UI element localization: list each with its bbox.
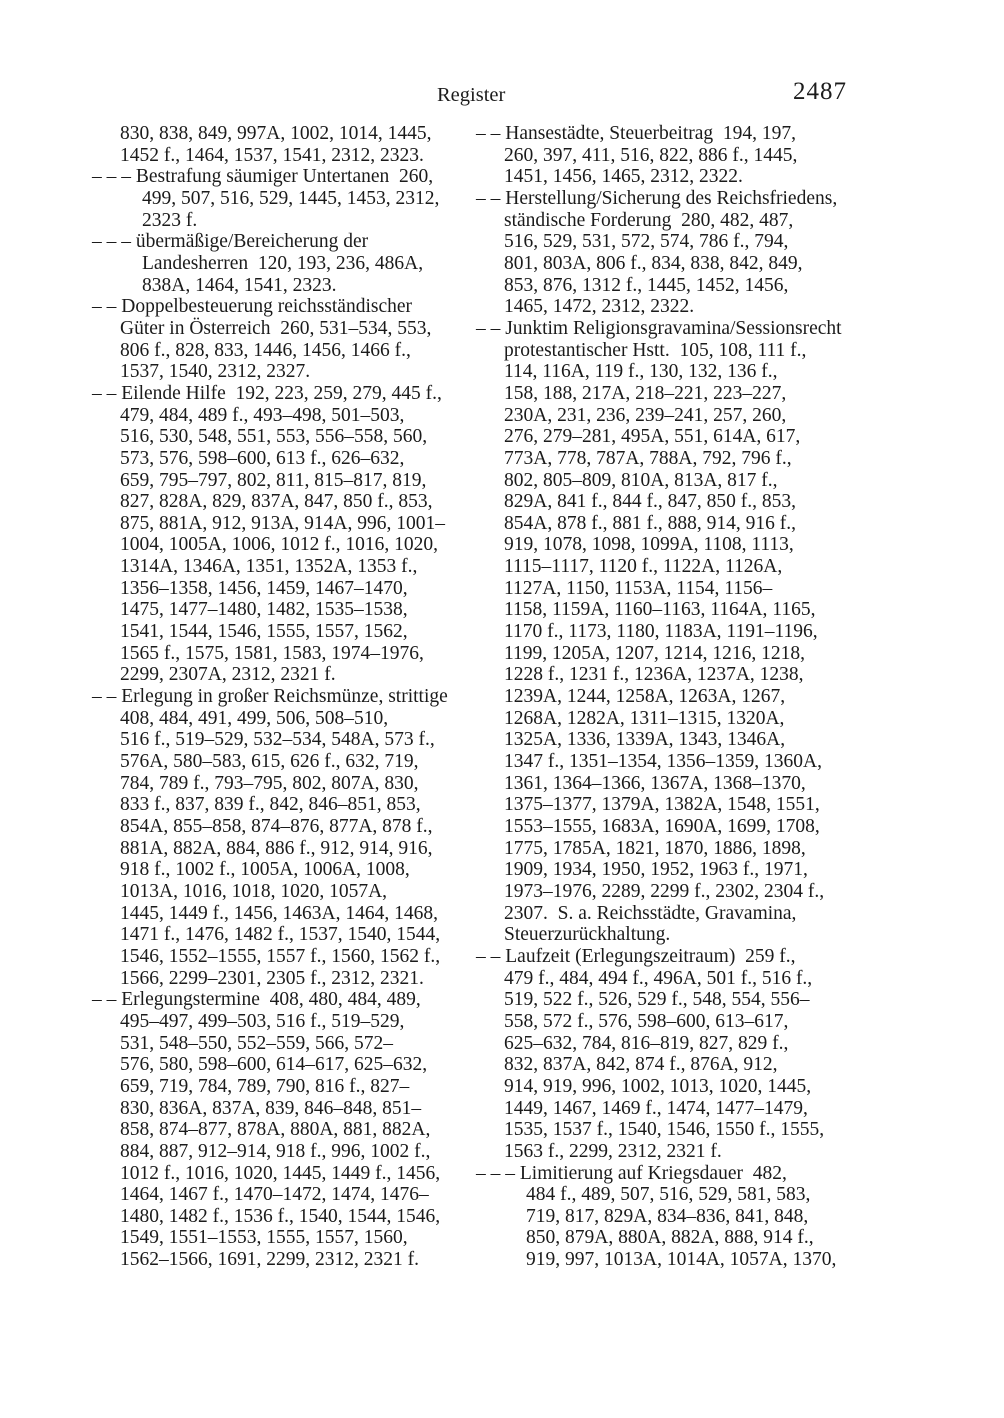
index-line: 1475, 1477–1480, 1482, 1535–1538, [120,599,408,621]
index-line: 827, 828A, 829, 837A, 847, 850 f., 853, [120,491,433,513]
index-line: 516 f., 519–529, 532–534, 548A, 573 f., [120,729,435,751]
index-line: 1445, 1449 f., 1456, 1463A, 1464, 1468, [120,902,438,924]
index-line: 833 f., 837, 839 f., 842, 846–851, 853, [120,794,421,816]
index-line: 1464, 1467 f., 1470–1472, 1474, 1476– [120,1184,429,1206]
index-line: 1471 f., 1476, 1482 f., 1537, 1540, 1544, [120,924,441,946]
index-line: 1449, 1467, 1469 f., 1474, 1477–1479, [504,1097,808,1119]
index-line: 484 f., 489, 507, 516, 529, 581, 583, [526,1184,811,1206]
index-column-right [476,123,896,1271]
index-line: 1325A, 1336, 1339A, 1343, 1346A, [504,729,786,751]
index-line: 276, 279–281, 495A, 551, 614A, 617, [504,426,801,448]
index-line: – – – Limitierung auf Kriegsdauer 482, [476,1162,787,1184]
index-line: – – Junktim Religionsgravamina/Sessionsrecht [476,317,842,339]
page-number: 2487 [793,78,847,105]
index-line: 558, 572 f., 576, 598–600, 613–617, [504,1010,789,1032]
index-line: 918 f., 1002 f., 1005A, 1006A, 1008, [120,859,410,881]
index-line: 1565 f., 1575, 1581, 1583, 1974–1976, [120,642,424,664]
index-line: 576, 580, 598–600, 614–617, 625–632, [120,1054,428,1076]
running-title: Register [437,84,506,106]
index-line: 1115–1117, 1120 f., 1122A, 1126A, [504,556,783,578]
index-line: 1480, 1482 f., 1536 f., 1540, 1544, 1546, [120,1205,441,1227]
index-line: – – Herstellung/Sicherung des Reichsfriedens, [476,187,838,209]
index-line: 719, 817, 829A, 834–836, 841, 848, [526,1205,809,1227]
index-line: 802, 805–809, 810A, 813A, 817 f., [504,469,778,491]
index-line: 838A, 1464, 1541, 2323. [142,274,337,296]
index-line: 784, 789 f., 793–795, 802, 807A, 830, [120,772,419,794]
index-line: 499, 507, 516, 529, 1445, 1453, 2312, [142,187,440,209]
index-line: 858, 874–877, 878A, 880A, 881, 882A, [120,1119,431,1141]
index-line: 260, 397, 411, 516, 822, 886 f., 1445, [504,144,798,166]
index-line: 1563 f., 2299, 2312, 2321 f. [504,1140,722,1162]
index-line: 914, 919, 996, 1002, 1013, 1020, 1445, [504,1075,812,1097]
index-line: 573, 576, 598–600, 613 f., 626–632, [120,447,405,469]
index-line: 1537, 1540, 2312, 2327. [120,361,311,383]
index-line: Güter in Österreich 260, 531–534, 553, [120,317,432,339]
index-line: 1127A, 1150, 1153A, 1154, 1156– [504,577,773,599]
index-line: 1553–1555, 1683A, 1690A, 1699, 1708, [504,816,820,837]
index-line: ständische Forderung 280, 482, 487, [504,209,794,231]
index-line: 1541, 1544, 1546, 1555, 1557, 1562, [120,621,408,643]
index-line: 114, 116A, 119 f., 130, 132, 136 f., [504,361,778,383]
index-line: 2299, 2307A, 2312, 2321 f. [120,664,336,686]
index-line: – – – Bestrafung säumiger Untertanen 260, [92,166,434,188]
index-line: 495–497, 499–503, 516 f., 519–529, [120,1010,405,1032]
index-line: 1452 f., 1464, 1537, 1541, 2312, 2323. [120,144,424,166]
index-line: 919, 997, 1013A, 1014A, 1057A, 1370, [526,1249,837,1271]
index-line: 625–632, 784, 816–819, 827, 829 f., [504,1032,789,1054]
index-line: 230A, 231, 236, 239–241, 257, 260, [504,404,787,426]
index-line: 884, 887, 912–914, 918 f., 996, 1002 f., [120,1140,431,1162]
index-line: 1451, 1456, 1465, 2312, 2322. [504,166,743,188]
index-line: 1314A, 1346A, 1351, 1352A, 1353 f., [120,556,418,578]
index-line: 1566, 2299–2301, 2305 f., 2312, 2321. [120,967,424,989]
index-line: 158, 188, 217A, 218–221, 223–227, [504,382,787,404]
index-line: 1199, 1205A, 1207, 1214, 1216, 1218, [504,642,805,664]
index-line: 875, 881A, 912, 913A, 914A, 996, 1001– [120,512,445,534]
index-line: 1356–1358, 1456, 1459, 1467–1470, [120,577,408,599]
index-line: 806 f., 828, 833, 1446, 1456, 1466 f., [120,339,411,361]
index-line: 659, 795–797, 802, 811, 815–817, 819, [120,469,427,491]
index-line: 854A, 855–858, 874–876, 877A, 878 f., [120,816,433,837]
index-line: 1228 f., 1231 f., 1236A, 1237A, 1238, [504,664,804,686]
index-line: 881A, 882A, 884, 886 f., 912, 914, 916, [120,837,433,859]
index-line: 1535, 1537 f., 1540, 1546, 1550 f., 1555, [504,1119,825,1141]
index-line: 919, 1078, 1098, 1099A, 1108, 1113, [504,534,794,556]
index-line: – – – übermäßige/Bereicherung der [92,231,369,253]
index-line: 1562–1566, 1691, 2299, 2312, 2321 f. [120,1249,419,1271]
index-line: 516, 530, 548, 551, 553, 556–558, 560, [120,426,428,448]
index-line: 531, 548–550, 552–559, 566, 572– [120,1032,393,1054]
index-line: 830, 838, 849, 997A, 1002, 1014, 1445, [120,123,432,144]
index-line: – – Laufzeit (Erlegungszeitraum) 259 f., [476,945,796,967]
index-line: 853, 876, 1312 f., 1445, 1452, 1456, [504,274,789,296]
index-line: 516, 529, 531, 572, 574, 786 f., 794, [504,231,789,253]
index-line: 1268A, 1282A, 1311–1315, 1320A, [504,707,785,729]
index-line: 829A, 841 f., 844 f., 847, 850 f., 853, [504,491,796,513]
index-line: 479 f., 484, 494 f., 496A, 501 f., 516 f., [504,967,813,989]
index-line: 801, 803A, 806 f., 834, 838, 842, 849, [504,252,803,274]
index-line: 773A, 778, 787A, 788A, 792, 796 f., [504,447,792,469]
index-line: protestantischer Hstt. 105, 108, 111 f., [504,339,807,361]
index-line: 576A, 580–583, 615, 626 f., 632, 719, [120,751,419,773]
index-line: – – Doppelbesteuerung reichsständischer [92,296,413,318]
index-line: 519, 522 f., 526, 529 f., 548, 554, 556– [504,989,810,1011]
index-line: 1546, 1552–1555, 1557 f., 1560, 1562 f., [120,945,441,967]
index-line: Landesherren 120, 193, 236, 486A, [142,252,424,274]
index-line: 1973–1976, 2289, 2299 f., 2302, 2304 f., [504,880,825,902]
index-line: – – Erlegungstermine 408, 480, 484, 489, [92,989,421,1011]
index-line: 479, 484, 489 f., 493–498, 501–503, [120,404,405,426]
index-line: 1375–1377, 1379A, 1382A, 1548, 1551, [504,794,820,816]
index-line: 850, 879A, 880A, 882A, 888, 914 f., [526,1227,814,1249]
index-line: 1170 f., 1173, 1180, 1183A, 1191–1196, [504,621,818,643]
index-line: 2307. S. a. Reichsstädte, Gravamina, [504,902,797,924]
index-line: 1012 f., 1016, 1020, 1445, 1449 f., 1456, [120,1162,441,1184]
index-line: 1549, 1551–1553, 1555, 1557, 1560, [120,1227,408,1249]
index-line: 1465, 1472, 2312, 2322. [504,296,695,318]
index-line: 854A, 878 f., 881 f., 888, 914, 916 f., [504,512,796,534]
index-line: 659, 719, 784, 789, 790, 816 f., 827– [120,1075,410,1097]
index-line: 1239A, 1244, 1258A, 1263A, 1267, [504,686,786,708]
index-line: 830, 836A, 837A, 839, 846–848, 851– [120,1097,422,1119]
index-line: 1158, 1159A, 1160–1163, 1164A, 1165, [504,599,816,621]
index-line: 1775, 1785A, 1821, 1870, 1886, 1898, [504,837,806,859]
index-line: Steuerzurückhaltung. [504,924,671,946]
index-line: 1013A, 1016, 1018, 1020, 1057A, [120,880,388,902]
index-line: 1004, 1005A, 1006, 1012 f., 1016, 1020, [120,534,438,556]
index-line: 1909, 1934, 1950, 1952, 1963 f., 1971, [504,859,808,881]
index-line: – – Hansestädte, Steuerbeitrag 194, 197, [476,123,797,144]
index-line: 1347 f., 1351–1354, 1356–1359, 1360A, [504,751,822,773]
index-line: 2323 f. [142,209,198,231]
index-column-left [92,123,492,1271]
index-line: 1361, 1364–1366, 1367A, 1368–1370, [504,772,806,794]
index-line: – – Erlegung in großer Reichsmünze, strittige [92,686,448,708]
index-line: – – Eilende Hilfe 192, 223, 259, 279, 445 f., [92,382,442,404]
index-line: 832, 837A, 842, 874 f., 876A, 912, [504,1054,778,1076]
index-line: 408, 484, 491, 499, 506, 508–510, [120,707,389,729]
